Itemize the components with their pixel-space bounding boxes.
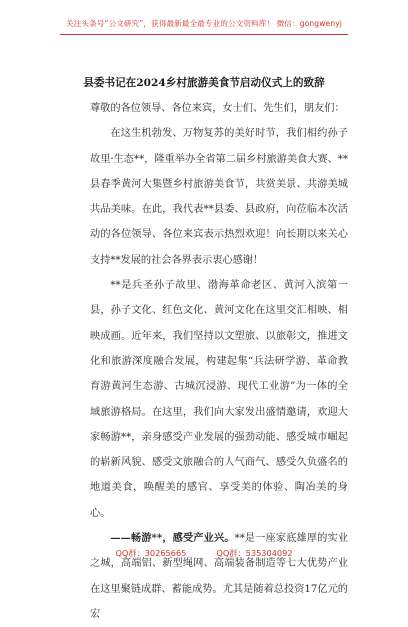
page-header-banner: 关注头条号“公文研究”，获得最新最全最专业的公文资料库！ 微信：gongwenyj: [66, 19, 342, 28]
paragraph-2: **是兵圣孙子故里、渤海革命老区、黄河入滨第一县，孙子文化、红色文化、黄河文化在这里交汇相映、相映成画。近年来，我们坚持以文塑旅、以旅彰文，推进文化和旅游深度融合发展，构建起集“兵法研学游、革命教育游黄河生态游、古城沉浸游、现代工业游”为一体的全域旅游格局。在这里，我们向大家发出盛情邀请，欢迎大家畅游**，亲身感受产业发展的强劲动能、感受城市崛起的崭新风貌、感受文旅融合的人气商气、感受久负盛名的地道美食，唤醒美的感官、享受美的体验、陶冶美的身心。: [90, 280, 348, 519]
header-divider: [60, 34, 348, 35]
footer-qq-group-2: QQ群：535304092: [216, 548, 293, 558]
page-footer: [0, 548, 408, 559]
section-text: **是一座家底雄厚的实业之城，高端铝、新型绳网、高端装备制造等七大优势产业在这里聚链成群、蓄能成势。尤其是随着总投资17亿元的宏: [90, 533, 349, 620]
salutation: 尊敬的各位领导、各位来宾，女士们、先生们，朋友们：: [90, 103, 345, 114]
footer-qq-group-1: QQ群：30265665: [115, 548, 187, 558]
section-heading: ——畅游**，感受产业兴。: [110, 532, 235, 545]
paragraph-3: [90, 526, 348, 627]
paragraph-1: 在这生机勃发、万物复苏的美好时节，我们相约孙子故里·生态**，隆重举办全省第二届乡村旅游美食大赛、**县春季黄河大集暨乡村旅游美食节，共赏美景、共游美城共品美味。在此，我代表**县委、县政府，向莅临本次活动的各位领导、各位来宾表示热烈欢迎！向长期以来关心支持**发展的社会各界表示衷心感谢！: [90, 128, 348, 266]
document-title: 县委书记在2024乡村旅游美食节启动仪式上的致辞: [83, 77, 325, 89]
